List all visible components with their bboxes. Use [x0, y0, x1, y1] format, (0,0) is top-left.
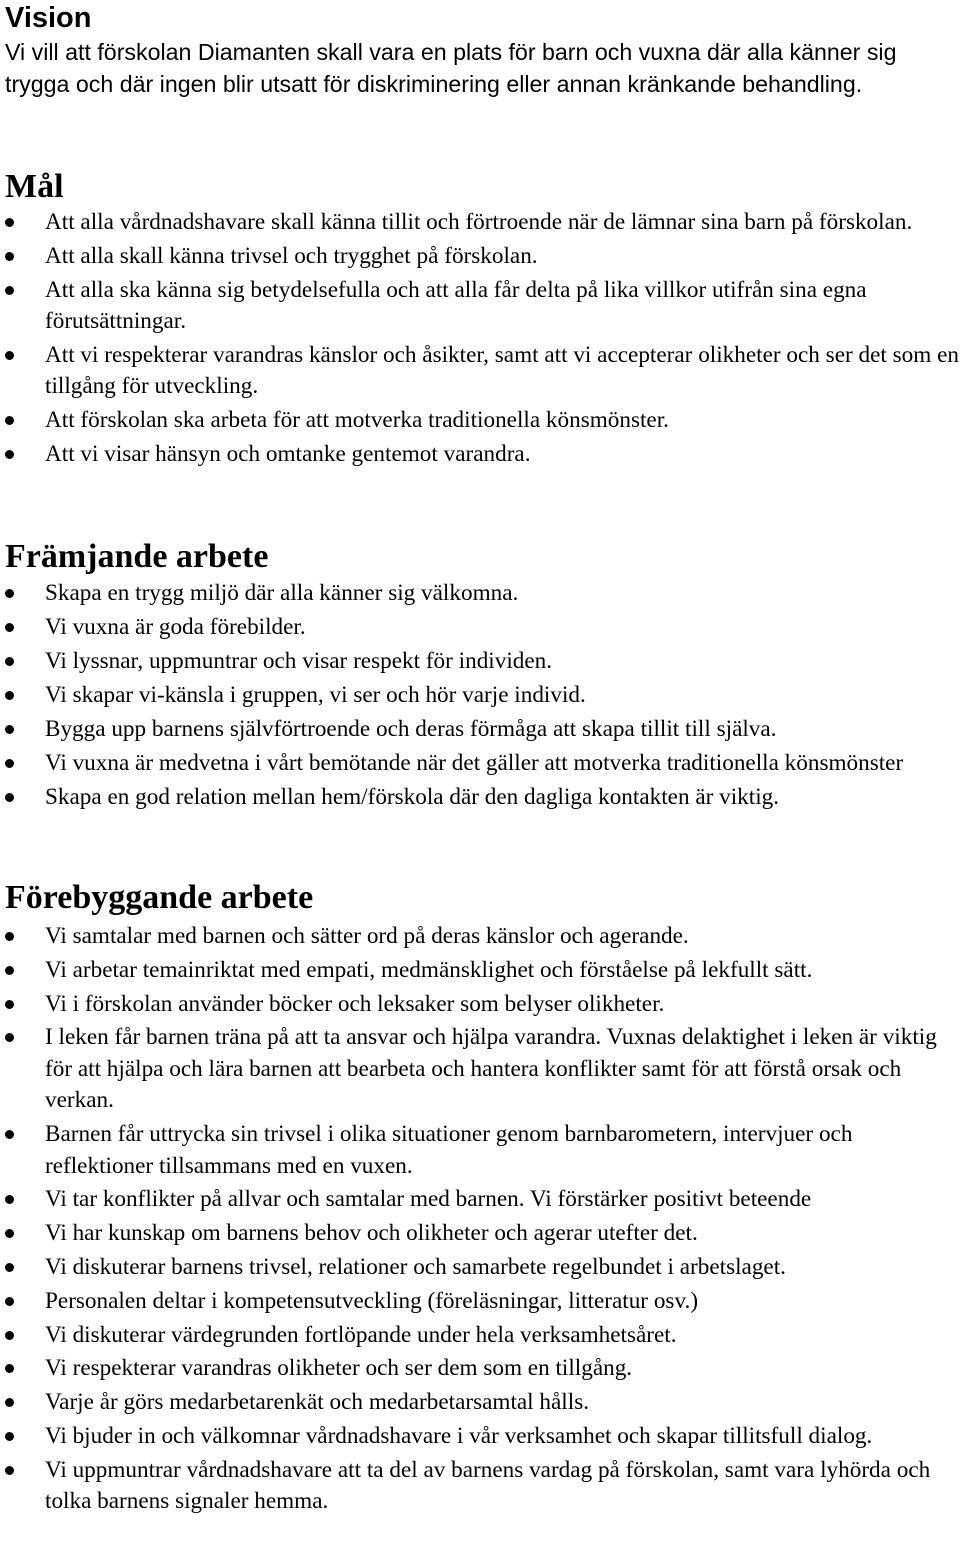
list-item	[0, 275, 960, 338]
list-item	[0, 1184, 960, 1216]
framjande-heading: Främjande arbete	[5, 538, 269, 575]
list-item	[0, 989, 960, 1021]
list-item-text: Att alla vårdnadshavare skall känna tillit och förtroende när de lämnar sina barn på förskolan.	[45, 209, 913, 235]
list-item-text: Vi uppmuntrar vårdnadshavare att ta del av barnens vardag på förskolan, samt vara lyhörda och tolka barnens signaler hemma.	[45, 1456, 931, 1515]
list-item-text: Vi diskuterar barnens trivsel, relationer och samarbete regelbundet i arbetslaget.	[45, 1254, 786, 1281]
list-item-text: Vi bjuder in och välkomnar vårdnadshavare i vår verksamhet och skapar tillitsfull dialog.	[45, 1423, 873, 1450]
list-item	[0, 714, 960, 746]
list-item-text: Att alla skall känna trivsel och trygghet på förskolan.	[45, 242, 538, 269]
list-item-text: Vi tar konflikter på allvar och samtalar med barnen. Vi förstärker positivt beteende	[45, 1186, 812, 1213]
list-item	[0, 1320, 960, 1352]
list-item	[0, 1022, 960, 1117]
list-item	[0, 241, 960, 273]
bullet-icon	[5, 1331, 14, 1340]
bullet-icon	[5, 759, 14, 768]
list-item-text: Att vi respekterar varandras känslor och åsikter, samt att vi accepterar olikheter och ser det som en tillgång för utveckling.	[45, 341, 959, 400]
bullet-icon	[5, 1364, 14, 1373]
bullet-icon	[5, 725, 14, 734]
list-item	[0, 646, 960, 678]
list-item	[0, 1387, 960, 1419]
forebyggande-list	[0, 921, 960, 1520]
list-item	[0, 439, 960, 471]
bullet-icon	[5, 1297, 14, 1306]
list-item-text: Vi diskuterar värdegrunden fortlöpande under hela verksamhetsåret.	[45, 1321, 677, 1348]
list-item-text: Skapa en god relation mellan hem/förskola där den dagliga kontakten är viktig.	[45, 784, 780, 810]
forebyggande-heading: Förebyggande arbete	[5, 879, 314, 916]
list-item-text: Vi respekterar varandras olikheter och ser dem som en tillgång.	[45, 1355, 633, 1382]
list-item-text: Vi lyssnar, uppmuntrar och visar respekt för individen.	[45, 648, 553, 674]
bullet-icon	[5, 1432, 14, 1441]
list-item	[0, 340, 960, 403]
list-item	[0, 1252, 960, 1284]
list-item	[0, 1421, 960, 1453]
list-item-text: Skapa en trygg miljö där alla känner sig välkomna.	[45, 580, 519, 606]
list-item-text: Barnen får uttrycka sin trivsel i olika situationer genom barnbarometern, intervjuer och reflektioner tillsammans med en vuxen.	[45, 1121, 853, 1179]
list-item	[0, 921, 960, 953]
list-item-text: Vi skapar vi-känsla i gruppen, vi ser och hör varje individ.	[45, 682, 586, 708]
list-item	[0, 1286, 960, 1318]
bullet-icon	[5, 1000, 14, 1009]
bullet-icon	[5, 793, 14, 802]
bullet-icon	[5, 657, 14, 666]
list-item-text: Vi har kunskap om barnens behov och olikheter och agerar utefter det.	[45, 1220, 698, 1247]
bullet-icon	[5, 691, 14, 700]
bullet-icon	[5, 966, 14, 975]
list-item	[0, 955, 960, 987]
list-item-text: Att förskolan ska arbeta för att motverka traditionella könsmönster.	[45, 407, 669, 434]
list-item-text: Vi i förskolan använder böcker och leksaker som belyser olikheter.	[45, 990, 665, 1017]
list-item-text: Vi samtalar med barnen och sätter ord på deras känslor och agerande.	[45, 923, 689, 949]
list-item	[0, 1353, 960, 1385]
list-item	[0, 207, 960, 239]
list-item-text: Vi vuxna är medvetna i vårt bemötande när det gäller att motverka traditionella könsmönster	[45, 750, 904, 776]
bullet-icon	[5, 218, 14, 227]
list-item	[0, 782, 960, 814]
bullet-icon	[5, 1229, 14, 1238]
bullet-icon	[5, 450, 14, 459]
vision-heading: Vision	[5, 2, 92, 34]
bullet-icon	[5, 351, 14, 360]
bullet-icon	[5, 416, 14, 425]
list-item-text: Bygga upp barnens självförtroende och deras förmåga att skapa tillit till själva.	[45, 716, 777, 742]
list-item	[0, 578, 960, 610]
list-item	[0, 1455, 960, 1518]
list-item-text: Att vi visar hänsyn och omtanke gentemot varandra.	[45, 440, 531, 467]
list-item	[0, 612, 960, 644]
bullet-icon	[5, 1130, 14, 1139]
bullet-icon	[5, 1033, 14, 1042]
list-item-text: I leken får barnen träna på att ta ansvar och hjälpa varandra. Vuxnas delaktighet i leken är viktig för att hjälpa och lära barnen att bearbeta och hantera konflikter samt för att förstå orsak och verkan.	[45, 1024, 937, 1114]
bullet-icon	[5, 1398, 14, 1407]
list-item-text: Vi vuxna är goda förebilder.	[45, 614, 306, 640]
mal-heading: Mål	[5, 168, 64, 205]
vision-text: Vi vill att förskolan Diamanten skall vara en plats för barn och vuxna där alla känner sig trygga och där ingen blir utsatt för diskriminering eller annan kränkande behandling.	[5, 39, 897, 97]
bullet-icon	[5, 623, 14, 632]
bullet-icon	[5, 286, 14, 295]
list-item-text: Personalen deltar i kompetensutveckling (föreläsningar, litteratur osv.)	[45, 1287, 699, 1314]
list-item	[0, 748, 960, 780]
bullet-icon	[5, 252, 14, 261]
list-item	[0, 1119, 960, 1182]
list-item-text: Varje år görs medarbetarenkät och medarbetarsamtal hålls.	[45, 1389, 590, 1416]
bullet-icon	[5, 1466, 14, 1475]
mal-list	[0, 207, 960, 473]
list-item-text: Vi arbetar temainriktat med empati, medmänsklighet och förståelse på lekfullt sätt.	[45, 956, 813, 983]
list-item	[0, 405, 960, 437]
bullet-icon	[5, 932, 14, 941]
list-item	[0, 1218, 960, 1250]
bullet-icon	[5, 1263, 14, 1272]
list-item	[0, 680, 960, 712]
bullet-icon	[5, 589, 14, 598]
list-item-text: Att alla ska känna sig betydelsefulla och att alla får delta på lika villkor utifrån sina egna förutsättningar.	[45, 276, 867, 335]
framjande-list	[0, 578, 960, 816]
bullet-icon	[5, 1195, 14, 1204]
